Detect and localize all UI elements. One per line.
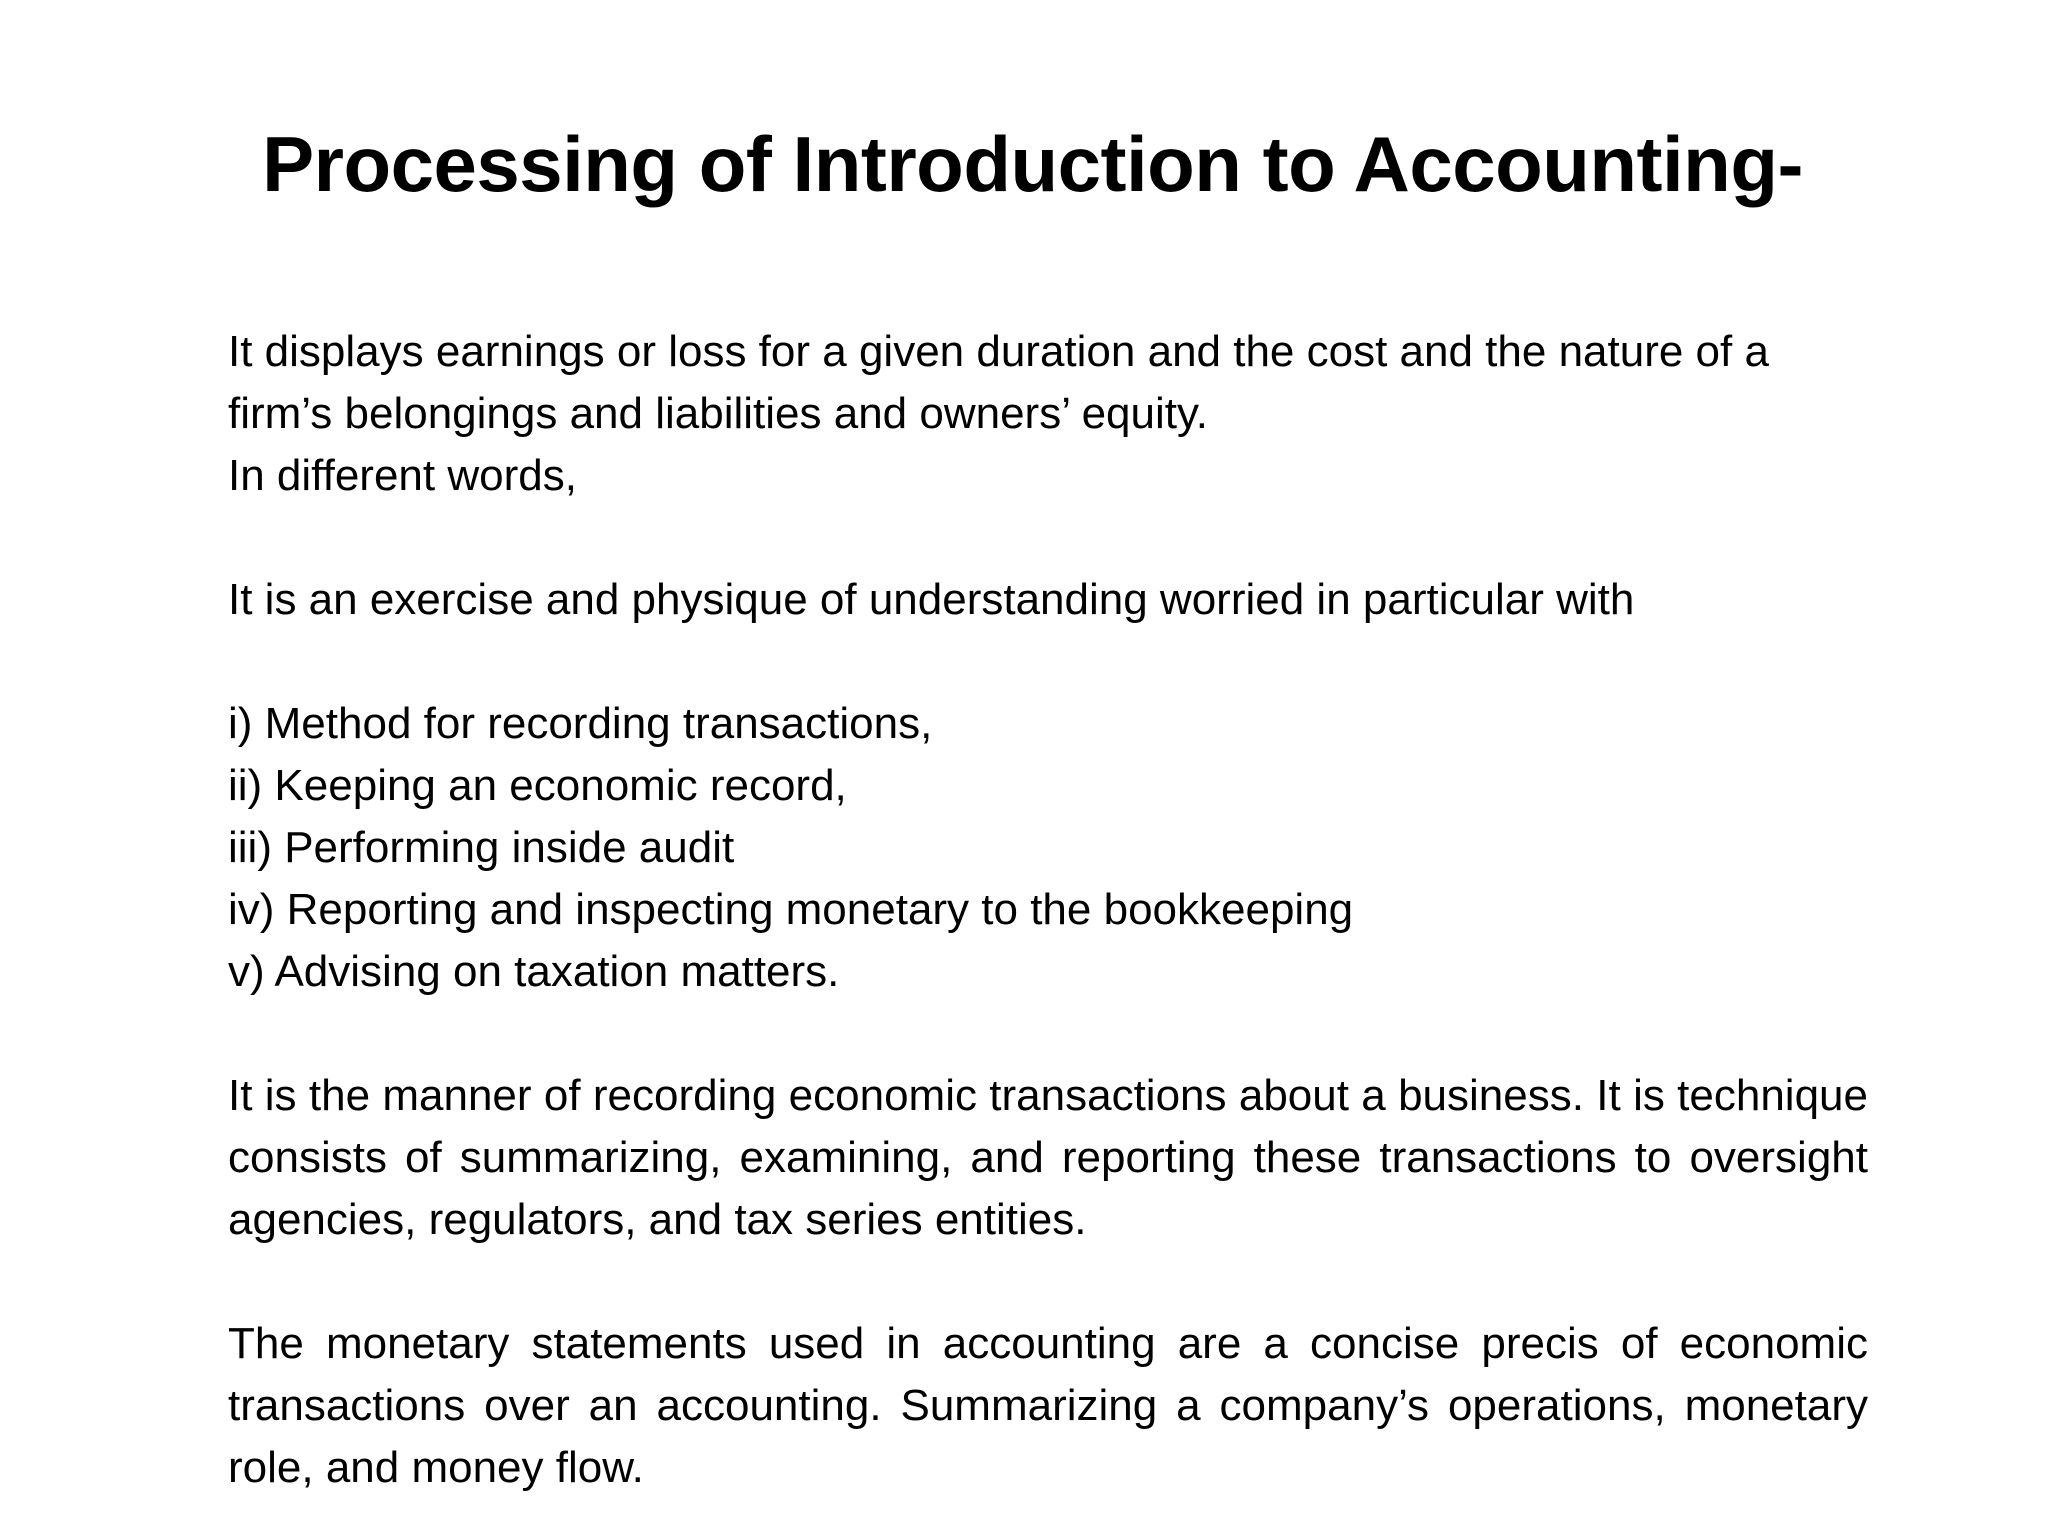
spacer bbox=[228, 1251, 1868, 1313]
list-item: ii) Keeping an economic record, bbox=[228, 761, 847, 810]
list-item: v) Advising on taxation matters. bbox=[228, 947, 840, 996]
spacer bbox=[228, 507, 1868, 569]
spacer bbox=[228, 631, 1868, 693]
list-item: iii) Performing inside audit bbox=[228, 823, 735, 872]
lead-in-sentence: It is an exercise and physique of understanding worried in particular with bbox=[228, 575, 1635, 624]
list-item: iv) Reporting and inspecting monetary to the bookkeeping bbox=[228, 885, 1354, 934]
intro-paragraph: It displays earnings or loss for a given duration and the cost and the nature of a firm’s belongings and liabilities and owners’ equity. bbox=[228, 327, 1769, 438]
activities-list bbox=[228, 693, 1868, 1003]
slide-body bbox=[228, 321, 1868, 1499]
statements-paragraph: The monetary statements used in accounting are a concise precis of economic transactions over an accounting. Summarizing a company’s operations, monetary role, and money flow. bbox=[228, 1319, 1868, 1492]
spacer bbox=[228, 1003, 1868, 1065]
intro-continuation: In different words, bbox=[228, 451, 577, 500]
list-item: i) Method for recording transactions, bbox=[228, 699, 933, 748]
slide-title: Processing of Introduction to Accounting- bbox=[262, 120, 1803, 208]
recording-paragraph: It is the manner of recording economic transactions about a business. It is technique consists of summarizing, examining, and reporting these transactions to oversight agencies, regulators, and tax series entities. bbox=[228, 1071, 1868, 1244]
